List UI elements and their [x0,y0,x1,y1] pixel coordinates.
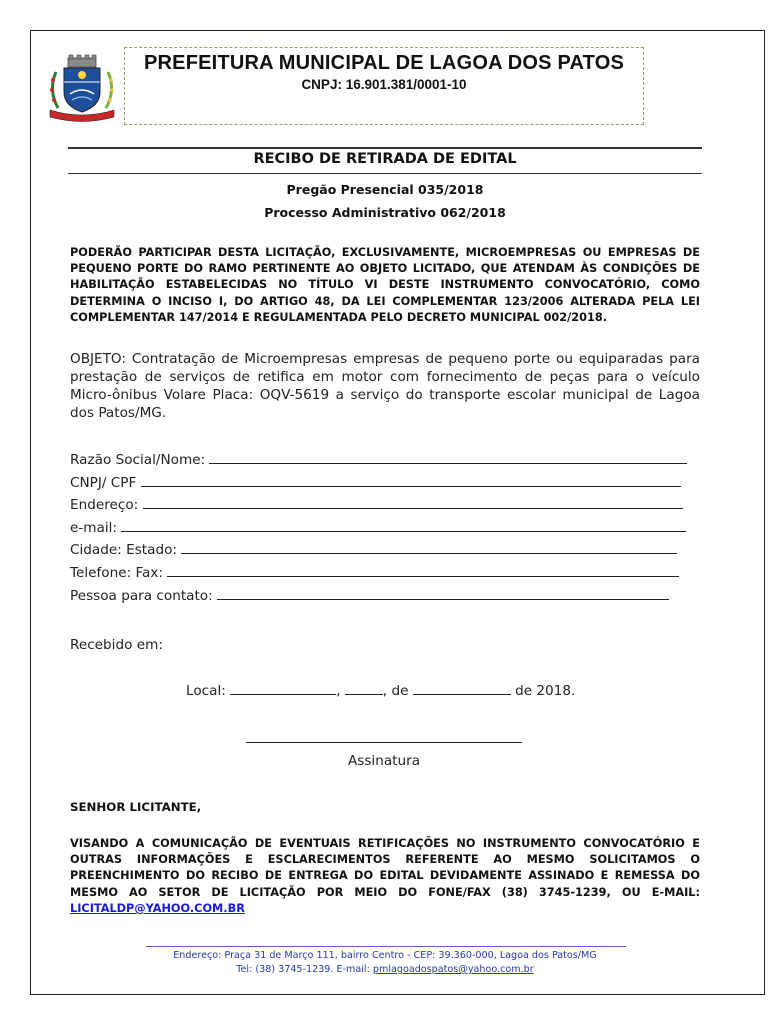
footer-rule [146,946,626,947]
local-sep1: , [336,683,341,699]
field-label: CNPJ/ CPF [70,474,137,491]
visando-text: VISANDO A COMUNICAÇÃO DE EVENTUAIS RETIFICAÇÕES NO INSTRUMENTO CONVOCATÓRIO E OUTRAS INFORMAÇÕES E ESCLARECIMENTOS REFERENTE AO MESMO SOLICITAMOS O PREENCHIMENTO DO RECIBO DE ENTREGA DO EDITAL DEVIDAMENTE ASSINADO E REMESSA DO MESMO AO SETOR DE LICITAÇÃO POR MEIO DO FONE/FAX (38) 3745-1239, OU E-MAIL: [70,837,700,899]
month-blank[interactable] [413,682,511,695]
org-cnpj: CNPJ: 16.901.381/0001-10 [301,77,467,92]
recebido-label: Recebido em: [70,637,163,653]
field-label: Pessoa para contato: [70,587,213,604]
licitacao-email-link[interactable]: LICITALDP@YAHOO.COM.BR [70,901,245,915]
field-pessoa-contato [70,587,700,610]
title-rule-top [68,147,702,149]
field-cidade-estado [70,541,700,564]
page-title: RECIBO DE RETIRADA DE EDITAL [253,151,517,167]
form-fields [70,451,700,609]
local-sep2: , de [382,683,409,699]
field-email [70,519,700,542]
year-suffix: de 2018. [515,683,576,699]
field-line-cnpj-cpf[interactable] [141,474,681,487]
field-line-telefone-fax[interactable] [167,564,679,577]
local-label: Local: [186,683,226,699]
field-label: Endereço: [70,497,139,514]
field-line-email[interactable] [121,519,686,532]
footer-tel-text: Tel: (38) 3745-1239. E-mail: [236,964,370,975]
local-date-line [186,682,575,699]
footer-contact [70,964,700,975]
objeto-paragraph: OBJETO: Contratação de Microempresas empresas de pequeno porte ou equiparadas para prestação de serviços de retifica em motor com fornecimento de peças para o veículo Micro-ônibus Volare Placa: OQV-5619 a serviço do transporte escolar municipal de Lagoa dos Patos/MG. [70,351,700,421]
coat-of-arms-logo [44,54,120,124]
senhor-licitante-heading: SENHOR LICITANTE, [70,800,202,814]
field-label: e-mail: [70,519,117,536]
processo-subtitle: Processo Administrativo 062/2018 [264,205,506,220]
visando-paragraph [70,836,700,917]
field-cnpj-cpf [70,474,700,497]
footer-address: Endereço: Praça 31 de Março 111, bairro Centro - CEP: 39.360-000, Lagoa dos Patos/MG [173,950,597,961]
field-label: Razão Social/Nome: [70,452,206,468]
title-rule-bottom [68,173,702,174]
signature-line[interactable] [246,742,522,743]
field-razao-social [70,451,700,474]
footer-email-link[interactable]: pmlagoadospatos@yahoo.com.br [372,964,534,975]
participation-notice: PODERÃO PARTICIPAR DESTA LICITAÇÃO, EXCLUSIVAMENTE, MICROEMPRESAS OU EMPRESAS DE PEQUENO PORTE DO RAMO PERTINENTE AO OBJETO LICITADO, QUE ATENDAM ÀS CONDIÇÕES DE HABILITAÇÃO ESTABELECIDAS NO TÍTULO VI DESTE INSTRUMENTO CONVOCATÓRIO, COMO DETERMINA O INCISO I, DO ARTIGO 48, DA LEI COMPLEMENTAR 123/2006 ALTERADA PELA LEI COMPLEMENTAR 147/2014 E REGULAMENTADA PELO DECRETO MUNICIPAL 002/2018. [70,246,700,324]
pregao-subtitle: Pregão Presencial 035/2018 [286,182,484,197]
field-line-razao-social[interactable] [209,451,687,464]
org-name: PREFEITURA MUNICIPAL DE LAGOA DOS PATOS [143,52,625,74]
day-blank[interactable] [345,682,383,695]
local-blank[interactable] [230,682,336,695]
field-endereco [70,496,700,519]
field-line-endereco[interactable] [143,496,683,509]
field-line-pessoa-contato[interactable] [217,587,669,600]
field-label: Cidade: Estado: [70,542,177,559]
field-telefone-fax [70,564,700,587]
field-label: Telefone: Fax: [70,564,164,581]
signature-label: Assinatura [347,753,421,769]
field-line-cidade-estado[interactable] [181,541,677,554]
